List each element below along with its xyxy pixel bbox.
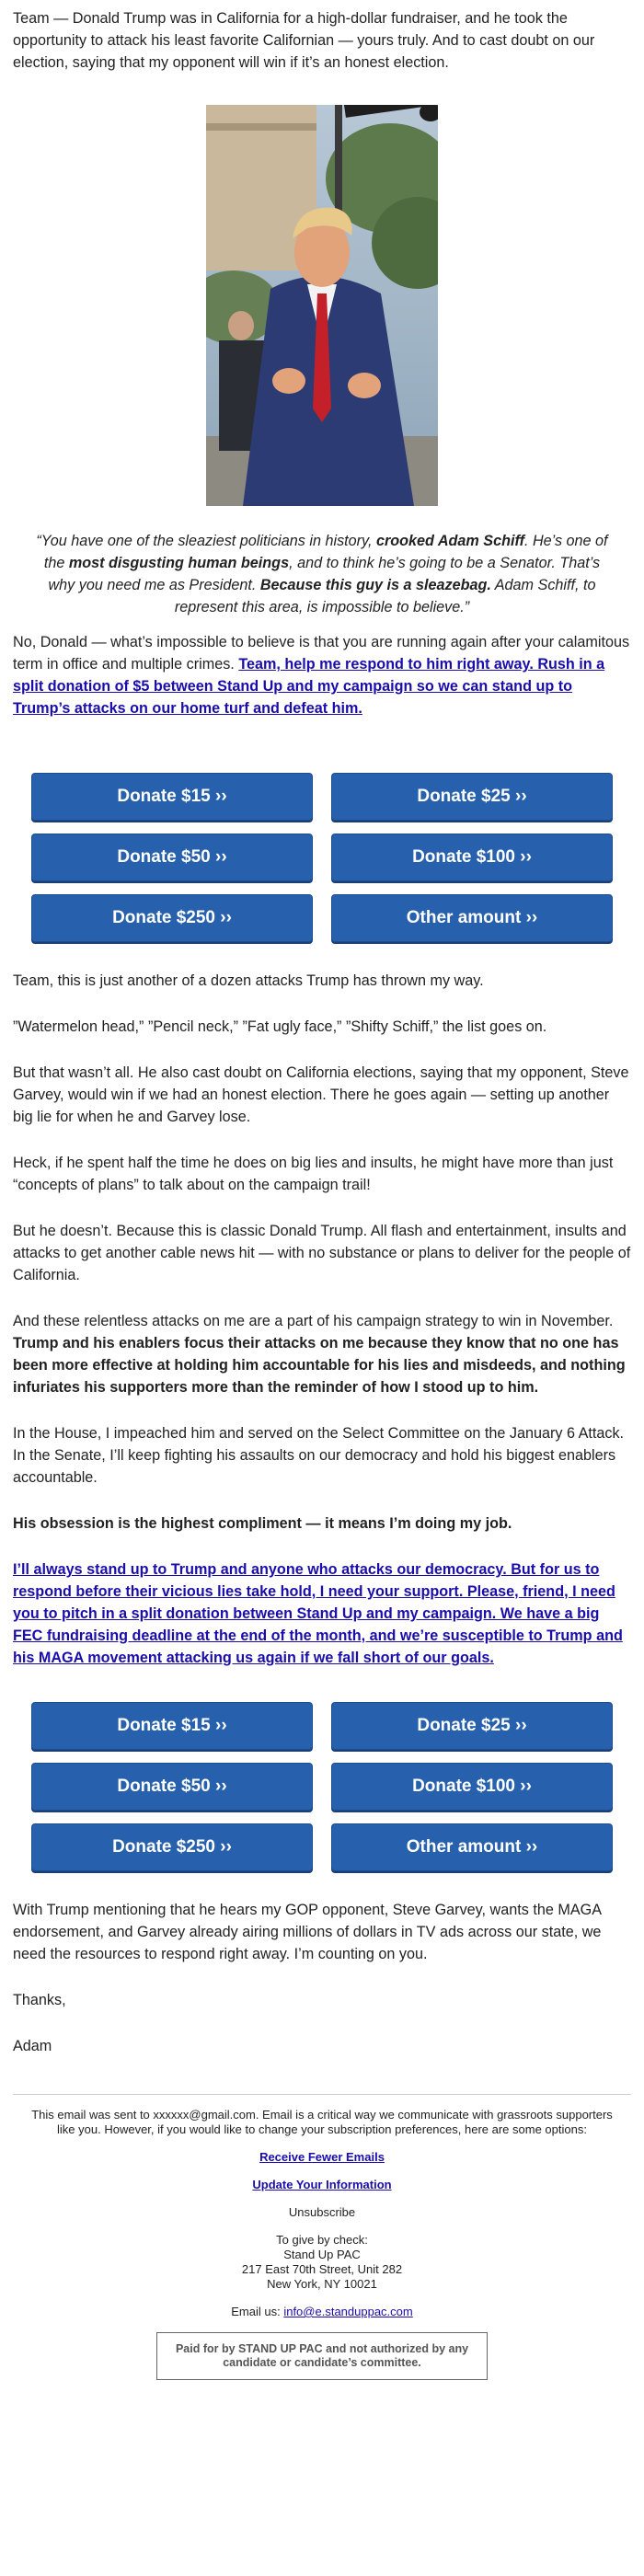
paragraph-compliment: His obsession is the highest compliment — it means I’m doing my job. bbox=[13, 1515, 512, 1532]
contact-email: Email us: info@e.standuppac.com bbox=[231, 2305, 413, 2318]
donate-25-button[interactable]: Donate $25 ›› bbox=[331, 1702, 613, 1750]
subscription-notice: This email was sent to xxxxxx@gmail.com. Email is a critical way we communicate with grassroots supporters like you. However, if you would like to change your subscription preferences, here are some options: bbox=[31, 2108, 613, 2136]
paragraph-classic-trump: But he doesn’t. Because this is classic Donald Trump. All flash and entertainment, insults and attacks to get another cable news hit — with no substance or plans to deliver for the people of California. bbox=[13, 1223, 631, 1283]
receive-fewer-emails-link[interactable]: Receive Fewer Emails bbox=[259, 2150, 385, 2164]
donate-15-button[interactable]: Donate $15 ›› bbox=[31, 773, 313, 821]
signature: Adam bbox=[13, 2038, 52, 2054]
paragraph-concepts-of-plans: Heck, if he spent half the time he does on big lies and insults, he might have more than just “concepts of plans” to talk about on the campaign trail! bbox=[13, 1155, 614, 1193]
appeal-donate-link[interactable]: I’ll always stand up to Trump and anyone who attacks our democracy. But for us to respond before their vicious lies take hold, I need your support. Please, friend, I need you to pitch in a split donation between Stand Up and my campaign. We have a big FEC fundraising deadline at the end of the month, and we’re susceptible to Trump and his MAGA movement attacking us again if we fall short of our goals. bbox=[13, 1561, 623, 1666]
paragraph-insults: ”Watermelon head,” ”Pencil neck,” ”Fat ugly face,” ”Shifty Schiff,” the list goes on. bbox=[13, 1018, 547, 1035]
donate-25-button[interactable]: Donate $25 ›› bbox=[331, 773, 613, 821]
sign-off: Thanks, bbox=[13, 1992, 66, 2008]
donate-other-button[interactable]: Other amount ›› bbox=[331, 894, 613, 942]
email-body bbox=[13, 0, 631, 2380]
donate-100-button[interactable]: Donate $100 ›› bbox=[331, 834, 613, 881]
trump-speaking-outdoors-image bbox=[206, 105, 438, 506]
donate-15-button[interactable]: Donate $15 ›› bbox=[31, 1702, 313, 1750]
intro-paragraph: Team — Donald Trump was in California for a high-dollar fundraiser, and he took the opportunity to attack his least favorite Californian — yours truly. And to cast doubt on our election, saying that my opponent will win if it’s an honest election. bbox=[13, 10, 595, 71]
email-footer bbox=[13, 2094, 631, 2380]
contact-email-link[interactable]: info@e.standuppac.com bbox=[283, 2305, 413, 2318]
donate-100-button[interactable]: Donate $100 ›› bbox=[331, 1763, 613, 1811]
donate-now-link[interactable]: Team, help me respond to him right away. Rush in a split donation of $5 between Stand Up and my campaign so we can stand up to Trump’s attacks on our home turf and defeat him. bbox=[13, 656, 605, 717]
trump-quote: “You have one of the sleaziest politicians in history, crooked Adam Schiff. He’s one of the most disgusting human beings, and to think he’s going to be a Senator. That’s why you need me as President. Because this guy is a sleazebag. Adam Schiff, to represent this area, is impossible to believe.” bbox=[36, 533, 608, 615]
donate-buttons-bottom bbox=[13, 1702, 631, 1871]
paid-for-disclaimer: Paid for by STAND UP PAC and not authorized by any candidate or candidate’s committee. bbox=[156, 2332, 488, 2380]
paragraph-record: In the House, I impeached him and served on the Select Committee on the January 6 Attack. In the Senate, I’ll keep fighting his assaults on our democracy and hold his biggest enablers accountable. bbox=[13, 1425, 625, 1486]
unsubscribe-link[interactable]: Unsubscribe bbox=[288, 2205, 356, 2219]
donate-50-button[interactable]: Donate $50 ›› bbox=[31, 834, 313, 881]
paragraph-appeal bbox=[13, 1558, 631, 1669]
paragraph-campaign-strategy: And these relentless attacks on me are a part of his campaign strategy to win in November. Trump and his enablers focus their attacks on me because they know that no one has been more effective at holding him accountable for his lies and misdeeds, and nothing infuriates his supporters more than the reminder of how I stood up to him. bbox=[13, 1313, 626, 1396]
paragraph-garvey: With Trump mentioning that he hears my GOP opponent, Steve Garvey, wants the MAGA endorsement, and Garvey already airing millions of dollars in TV ads across our state, we need the resources to respond right away. I’m counting on you. bbox=[13, 1902, 602, 1962]
donate-50-button[interactable]: Donate $50 ›› bbox=[31, 1763, 313, 1811]
donate-buttons-top bbox=[13, 773, 631, 942]
update-information-link[interactable]: Update Your Information bbox=[252, 2178, 392, 2191]
donate-250-button[interactable]: Donate $250 ›› bbox=[31, 894, 313, 942]
check-address: To give by check: Stand Up PAC 217 East 70th Street, Unit 282 New York, NY 10021 bbox=[241, 2233, 403, 2291]
paragraph-attacks: Team, this is just another of a dozen attacks Trump has thrown my way. bbox=[13, 972, 484, 989]
response-paragraph: No, Donald — what’s impossible to believe is that you are running again after your calamitous term in office and multiple crimes. Team, help me respond to him right away. Rush in a split donation of $5 between Stand Up and my campaign so we can stand up to Trump’s attacks on our home turf and defeat him. bbox=[13, 634, 630, 717]
paragraph-election-doubt: But that wasn’t all. He also cast doubt on California elections, saying that my opponent, Steve Garvey, would win if we had an honest election. There he goes again — setting up another big lie for when he and Garvey lose. bbox=[13, 1064, 629, 1125]
donate-other-button[interactable]: Other amount ›› bbox=[331, 1823, 613, 1871]
trump-photo bbox=[206, 105, 438, 506]
donate-250-button[interactable]: Donate $250 ›› bbox=[31, 1823, 313, 1871]
